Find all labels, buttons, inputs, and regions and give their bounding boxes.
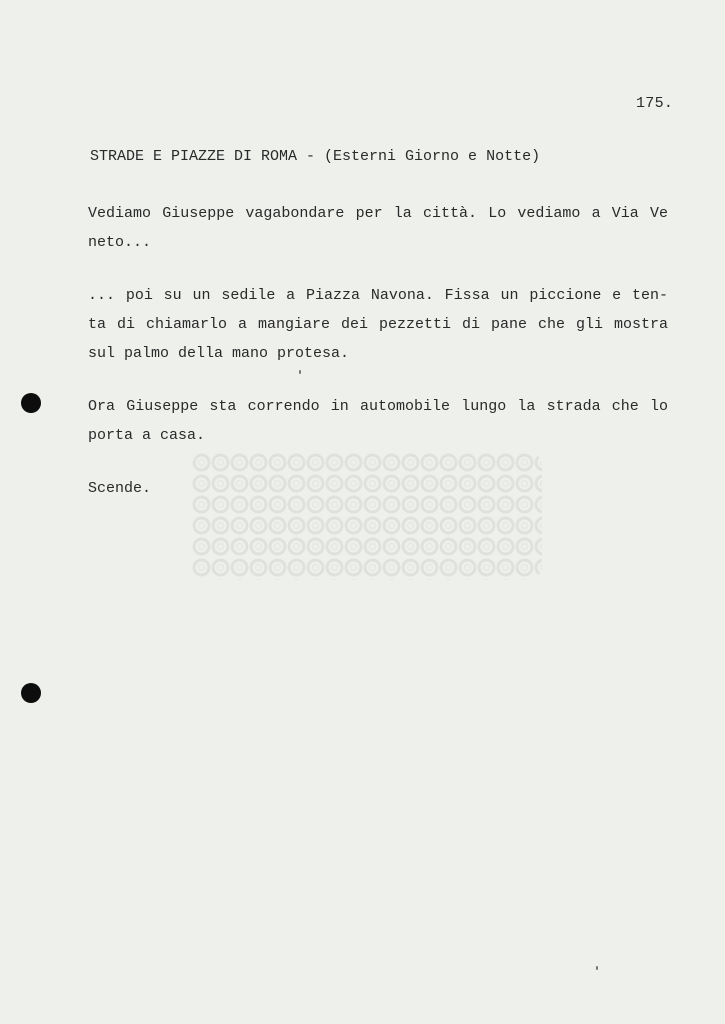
paragraph-line: sul palmo della mano protesa. — [88, 345, 350, 362]
ink-speck — [596, 966, 598, 970]
embossed-stamp-watermark — [192, 452, 542, 580]
paragraph-line: ta di chiamarlo a mangiare dei pezzetti di pane che gli mostra — [88, 316, 668, 333]
paragraph-3 — [88, 392, 668, 450]
paragraph-line: porta a casa. — [88, 427, 206, 444]
paragraph-line: Vediamo Giuseppe vagabondare per la città. Lo vediamo a Via Ve — [88, 205, 668, 222]
punch-hole — [21, 393, 41, 413]
ink-speck — [299, 370, 301, 374]
paragraph-line: Scende. — [88, 480, 152, 497]
scene-heading: STRADE E PIAZZE DI ROMA - (Esterni Giorno e Notte) — [90, 148, 541, 165]
paragraph-line: Ora Giuseppe sta correndo in automobile lungo la strada che lo — [88, 398, 668, 415]
paragraph-1 — [88, 199, 668, 257]
paragraph-2 — [88, 281, 668, 368]
page-number: 175. — [636, 95, 674, 112]
paragraph-line: ... poi su un sedile a Piazza Navona. Fissa un piccione e ten- — [88, 287, 668, 304]
paragraph-line: neto... — [88, 234, 152, 251]
punch-hole — [21, 683, 41, 703]
